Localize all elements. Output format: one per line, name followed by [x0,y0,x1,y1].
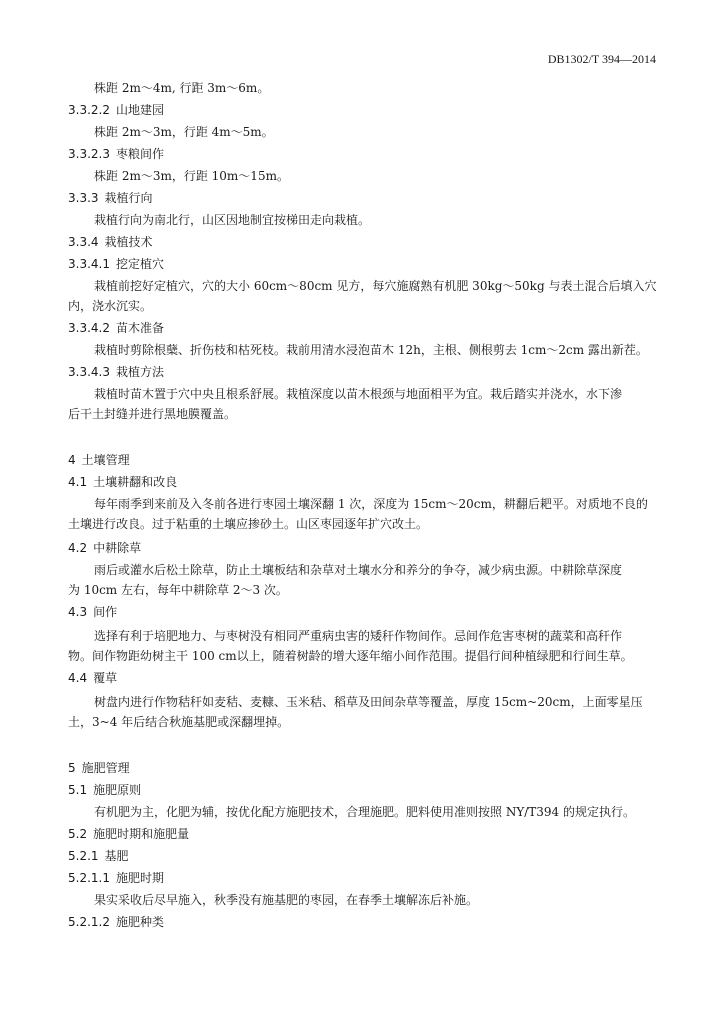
section-heading: 3.3.2.2 山地建园 [68,103,164,117]
body-text-continued: 后干土封缝并进行黑地膜覆盖。 [68,407,237,421]
body-text: 株距 2m～3m，行距 10m～15m。 [94,169,289,183]
section-heading: 3.3.4.1 挖定植穴 [68,257,164,271]
chapter-heading: 4 土壤管理 [68,453,130,467]
section-heading: 5.1 施肥原则 [68,783,142,797]
section-heading: 3.3.4.3 栽植方法 [68,365,164,379]
section-heading: 3.3.3 栽植行向 [68,191,153,205]
section-heading: 4.4 覆草 [68,671,118,685]
body-text: 雨后或灌水后松土除草，防止土壤板结和杂草对土壤水分和养分的争夺，减少病虫源。中耕除草深度 [94,563,623,577]
body-text-continued: 内，浇水沉实。 [68,299,153,313]
body-text: 栽植前挖好定植穴，穴的大小 60cm～80cm 见方，每穴施腐熟有机肥 30kg～50kg 与表土混合后填入穴 [94,279,657,293]
section-heading: 5.2.1.1 施肥时期 [68,871,164,885]
body-text: 果实采收后尽早施入，秋季没有施基肥的枣园，在春季土壤解冻后补施。 [94,893,479,907]
body-text-continued: 土壤进行改良。过于粘重的土壤应掺砂土。山区枣园逐年扩穴改土。 [68,517,429,531]
body-text-continued: 物。间作物距幼树主干 100 cm以上，随着树龄的增大逐年缩小间作范围。提倡行间种植绿肥和行间生草。 [68,649,633,663]
section-heading: 5.2.1 基肥 [68,849,129,863]
body-text: 株距 2m～4m, 行距 3m～6m。 [94,81,270,95]
section-heading: 4.3 间作 [68,605,118,619]
section-heading: 3.3.4 栽植技术 [68,235,153,249]
body-text: 栽植时苗木置于穴中央且根系舒展。栽植深度以苗木根颈与地面相平为宜。栽后踏实并浇水，水下渗 [94,387,623,401]
body-text-continued: 为 10cm 左右，每年中耕除草 2～3 次。 [68,583,288,597]
body-text: 栽植行向为南北行，山区因地制宜按梯田走向栽植。 [94,213,371,227]
body-text: 株距 2m～3m，行距 4m～5m。 [94,125,274,139]
standard-code: DB1302/T 394—2014 [547,52,656,66]
body-text: 栽植时剪除根蘖、折伤枝和枯死枝。栽前用清水浸泡苗木 12h，主根、侧根剪去 1cm～2cm 露出新茬。 [94,343,648,357]
section-heading: 3.3.2.3 枣粮间作 [68,147,164,161]
body-text: 有机肥为主，化肥为辅，按优化配方施肥技术，合理施肥。肥料使用准则按照 NY/T394 的规定执行。 [94,805,636,819]
section-heading: 5.2.1.2 施肥种类 [68,915,164,929]
body-text: 树盘内进行作物秸秆如麦秸、麦糠、玉米秸、稻草及田间杂草等覆盖，厚度 15cm~20cm，上面零星压 [94,695,643,709]
section-heading: 3.3.4.2 苗木准备 [68,321,164,335]
body-text: 每年雨季到来前及入冬前各进行枣园土壤深翻 1 次，深度为 15cm～20cm，耕翻后耙平。对质地不良的 [94,497,648,511]
section-heading: 4.2 中耕除草 [68,541,142,555]
body-text: 选择有利于培肥地力、与枣树没有相同严重病虫害的矮秆作物间作。忌间作危害枣树的蔬菜和高秆作 [94,629,623,643]
section-heading: 4.1 土壤耕翻和改良 [68,475,178,489]
section-heading: 5.2 施肥时期和施肥量 [68,827,190,841]
body-text-continued: 土，3~4 年后结合秋施基肥或深翻埋掉。 [68,715,290,729]
chapter-heading: 5 施肥管理 [68,761,130,775]
